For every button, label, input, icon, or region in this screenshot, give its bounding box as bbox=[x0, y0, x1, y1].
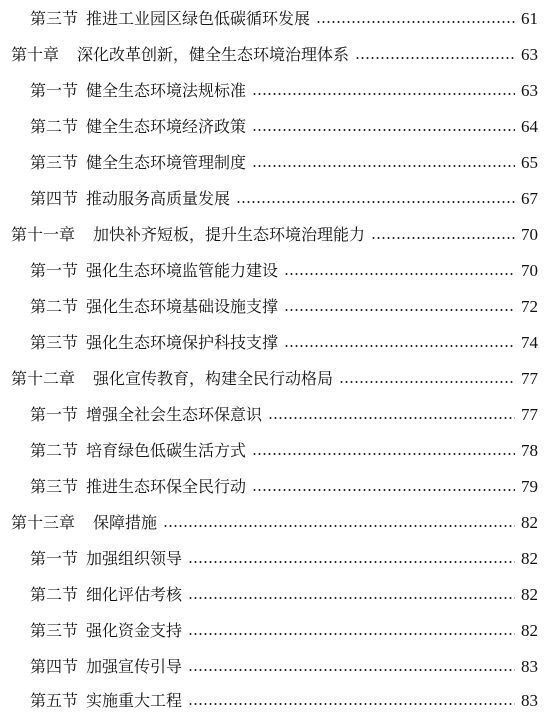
section-label: 第五节 bbox=[30, 691, 79, 710]
toc-section-entry[interactable] bbox=[30, 4, 538, 34]
page-number: 65 bbox=[521, 153, 538, 172]
section-title: 培育绿色低碳生活方式 bbox=[86, 441, 247, 460]
toc-section-entry[interactable] bbox=[30, 112, 538, 142]
toc-section-entry[interactable] bbox=[30, 472, 538, 502]
page-number: 67 bbox=[521, 189, 538, 208]
section-label: 第二节 bbox=[30, 297, 79, 316]
dot-leader bbox=[284, 273, 515, 275]
toc-section-entry[interactable] bbox=[30, 292, 538, 322]
dot-leader bbox=[188, 703, 515, 705]
toc-section-entry[interactable] bbox=[30, 616, 538, 646]
page-number: 61 bbox=[521, 9, 538, 28]
page-number: 82 bbox=[521, 549, 538, 568]
section-label: 第三节 bbox=[30, 153, 79, 172]
dot-leader bbox=[252, 453, 515, 455]
section-label: 第四节 bbox=[30, 657, 79, 676]
dot-leader bbox=[371, 237, 515, 239]
dot-leader bbox=[252, 129, 515, 131]
section-title: 强化资金支持 bbox=[86, 621, 183, 640]
section-title: 强化生态环境监管能力建设 bbox=[86, 261, 279, 280]
section-label: 第一节 bbox=[30, 549, 79, 568]
dot-leader bbox=[188, 669, 515, 671]
section-title: 加强宣传引导 bbox=[86, 657, 183, 676]
section-label: 第一节 bbox=[30, 261, 79, 280]
section-label: 第三节 bbox=[30, 333, 79, 352]
section-title: 强化生态环境保护科技支撑 bbox=[86, 333, 279, 352]
toc-section-entry[interactable] bbox=[30, 686, 538, 716]
section-title: 健全生态环境法规标准 bbox=[86, 81, 247, 100]
dot-leader bbox=[163, 525, 515, 527]
dot-leader bbox=[252, 165, 515, 167]
page-number: 64 bbox=[521, 117, 538, 136]
toc-section-entry[interactable] bbox=[30, 544, 538, 574]
page-number: 77 bbox=[521, 369, 538, 388]
toc-section-entry[interactable] bbox=[30, 652, 538, 682]
section-title: 推动服务高质量发展 bbox=[86, 189, 231, 208]
section-label: 第二节 bbox=[30, 441, 79, 460]
dot-leader bbox=[252, 489, 515, 491]
toc-section-entry[interactable] bbox=[30, 148, 538, 178]
dot-leader bbox=[188, 597, 515, 599]
page-number: 83 bbox=[521, 657, 538, 676]
dot-leader bbox=[284, 309, 515, 311]
chapter-label: 第十章 bbox=[11, 45, 60, 64]
page-number: 82 bbox=[521, 513, 538, 532]
section-label: 第一节 bbox=[30, 81, 79, 100]
page-number: 74 bbox=[521, 333, 538, 352]
dot-leader bbox=[188, 633, 515, 635]
section-title: 健全生态环境管理制度 bbox=[86, 153, 247, 172]
toc-section-entry[interactable] bbox=[30, 328, 538, 358]
dot-leader bbox=[188, 561, 515, 563]
section-label: 第三节 bbox=[30, 9, 79, 28]
page-number: 70 bbox=[521, 261, 538, 280]
toc-chapter-entry[interactable] bbox=[11, 508, 538, 538]
page-number: 79 bbox=[521, 477, 538, 496]
section-title: 推进生态环保全民行动 bbox=[86, 477, 247, 496]
page-number: 77 bbox=[521, 405, 538, 424]
toc-chapter-entry[interactable] bbox=[11, 220, 538, 250]
toc-chapter-entry[interactable] bbox=[11, 364, 538, 394]
section-label: 第四节 bbox=[30, 189, 79, 208]
page-number: 78 bbox=[521, 441, 538, 460]
section-title: 推进工业园区绿色低碳循环发展 bbox=[86, 9, 311, 28]
page-number: 63 bbox=[521, 81, 538, 100]
toc-section-entry[interactable] bbox=[30, 400, 538, 430]
chapter-title: 强化宣传教育，构建全民行动格局 bbox=[93, 369, 334, 388]
section-title: 强化生态环境基础设施支撑 bbox=[86, 297, 279, 316]
chapter-title: 深化改革创新，健全生态环境治理体系 bbox=[77, 45, 350, 64]
page-number: 83 bbox=[521, 691, 538, 710]
toc-section-entry[interactable] bbox=[30, 184, 538, 214]
section-label: 第三节 bbox=[30, 621, 79, 640]
chapter-label: 第十三章 bbox=[11, 513, 76, 532]
page-number: 63 bbox=[521, 45, 538, 64]
section-title: 细化评估考核 bbox=[86, 585, 183, 604]
section-title: 增强全社会生态环保意识 bbox=[86, 405, 263, 424]
section-label: 第二节 bbox=[30, 117, 79, 136]
page-number: 70 bbox=[521, 225, 538, 244]
dot-leader bbox=[252, 93, 515, 95]
toc-section-entry[interactable] bbox=[30, 436, 538, 466]
dot-leader bbox=[268, 417, 515, 419]
dot-leader bbox=[355, 57, 515, 59]
dot-leader bbox=[236, 201, 515, 203]
dot-leader bbox=[284, 345, 515, 347]
page-number: 72 bbox=[521, 297, 538, 316]
dot-leader bbox=[316, 21, 515, 23]
section-label: 第二节 bbox=[30, 585, 79, 604]
section-title: 加强组织领导 bbox=[86, 549, 183, 568]
toc-chapter-entry[interactable] bbox=[11, 40, 538, 70]
chapter-label: 第十一章 bbox=[11, 225, 76, 244]
section-title: 健全生态环境经济政策 bbox=[86, 117, 247, 136]
section-label: 第三节 bbox=[30, 477, 79, 496]
toc-section-entry[interactable] bbox=[30, 256, 538, 286]
page-number: 82 bbox=[521, 621, 538, 640]
dot-leader bbox=[339, 381, 515, 383]
toc-section-entry[interactable] bbox=[30, 580, 538, 610]
section-label: 第一节 bbox=[30, 405, 79, 424]
chapter-label: 第十二章 bbox=[11, 369, 76, 388]
page-number: 82 bbox=[521, 585, 538, 604]
section-title: 实施重大工程 bbox=[86, 691, 183, 710]
chapter-title: 加快补齐短板，提升生态环境治理能力 bbox=[93, 225, 366, 244]
chapter-title: 保障措施 bbox=[93, 513, 158, 532]
toc-section-entry[interactable] bbox=[30, 76, 538, 106]
